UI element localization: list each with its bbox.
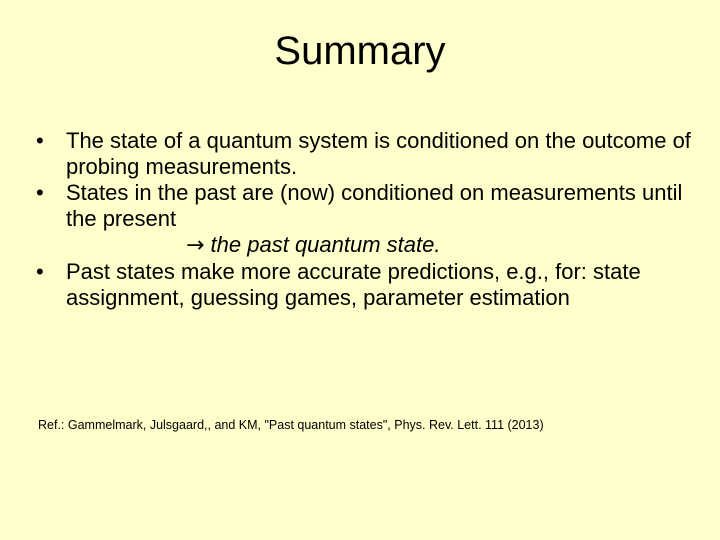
slide-title: Summary: [274, 29, 446, 73]
bullet-item-1: [36, 128, 716, 180]
bullet-text: Past states make more accurate predictions, e.g., for: state assignment, guessing games, parameter estimation: [66, 259, 641, 310]
bullet-item-2: [36, 180, 716, 259]
arrow-text: the past quantum state.: [204, 232, 441, 257]
bullet-symbol: •: [36, 180, 44, 205]
bullet-symbol: •: [36, 128, 44, 153]
bullet-item-3: [36, 259, 716, 311]
arrow-line: [66, 232, 716, 259]
reference-citation: Ref.: Gammelmark, Julsgaard,, and KM, "Past quantum states", Phys. Rev. Lett. 111 (2013): [38, 418, 544, 432]
bullet-list: [36, 128, 716, 311]
bullet-text: States in the past are (now) conditioned on measurements until the present: [66, 180, 683, 231]
bullet-text: The state of a quantum system is conditioned on the outcome of probing measurements.: [66, 128, 691, 179]
bullet-symbol: •: [36, 259, 44, 284]
right-arrow-icon: →: [186, 233, 205, 258]
